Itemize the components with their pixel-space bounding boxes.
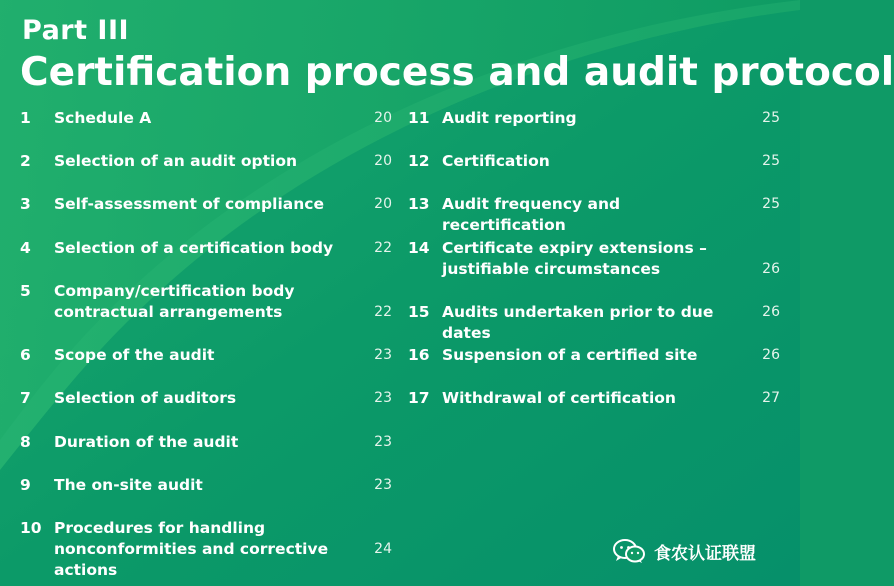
toc-label: Suspension of a certified site (442, 346, 698, 364)
toc-number: 13 (408, 195, 430, 213)
toc-page: 24 (374, 541, 392, 557)
toc-label: Certificate expiry extensions – justifiable circumstances (442, 239, 707, 278)
toc-page: 26 (762, 261, 780, 277)
toc-label: Self-assessment of compliance (54, 195, 324, 213)
toc-page: 23 (374, 347, 392, 363)
toc-number: 8 (20, 433, 31, 451)
toc-label: Audit frequency and recertification (442, 195, 621, 234)
toc-label: Selection of auditors (54, 389, 237, 407)
toc-number: 12 (408, 152, 430, 170)
toc-number: 6 (20, 346, 31, 364)
wechat-icon (612, 538, 646, 564)
toc-page: 26 (762, 347, 780, 363)
toc-page: 20 (374, 110, 392, 126)
part-label: Part III (22, 15, 130, 46)
toc-page: 22 (374, 240, 392, 256)
toc-number: 16 (408, 346, 430, 364)
toc-label: Schedule A (54, 109, 152, 127)
toc-page: 23 (374, 434, 392, 450)
toc-number: 3 (20, 195, 31, 213)
toc-number: 14 (408, 239, 430, 257)
toc-label: Withdrawal of certification (442, 389, 676, 407)
toc-label: Scope of the audit (54, 346, 215, 364)
toc-page: 25 (762, 153, 780, 169)
toc-number: 5 (20, 282, 31, 300)
page-title: Certification process and audit protocol (20, 50, 894, 95)
toc-label: Selection of a certification body (54, 239, 334, 257)
toc-page: 27 (762, 390, 780, 406)
toc-number: 7 (20, 389, 31, 407)
toc-label: Selection of an audit option (54, 152, 298, 170)
toc-page: 23 (374, 477, 392, 493)
toc-label: Duration of the audit (54, 433, 239, 451)
toc-label: Audit reporting (442, 109, 577, 127)
toc-page: 22 (374, 304, 392, 320)
toc-label: Audits undertaken prior to due dates (442, 303, 714, 342)
toc-page: 26 (762, 304, 780, 320)
toc-number: 9 (20, 476, 31, 494)
toc-page: 23 (374, 390, 392, 406)
watermark-text: 食农认证联盟 (654, 543, 756, 564)
toc-number: 4 (20, 239, 31, 257)
toc-label: The on-site audit (54, 476, 203, 494)
toc-number: 11 (408, 109, 430, 127)
toc-page: 25 (762, 196, 780, 212)
watermark (612, 538, 756, 564)
toc-number: 1 (20, 109, 31, 127)
toc-page: 20 (374, 196, 392, 212)
toc-page: 20 (374, 153, 392, 169)
toc-number: 17 (408, 389, 430, 407)
toc-label: Certification (442, 152, 550, 170)
toc-number: 10 (20, 519, 42, 537)
toc-page: 25 (762, 110, 780, 126)
toc-label: Company/certification body contractual arrangements (54, 282, 295, 321)
toc-number: 15 (408, 303, 430, 321)
toc-number: 2 (20, 152, 31, 170)
toc-label: Procedures for handling nonconformities and corrective actions (54, 519, 329, 579)
